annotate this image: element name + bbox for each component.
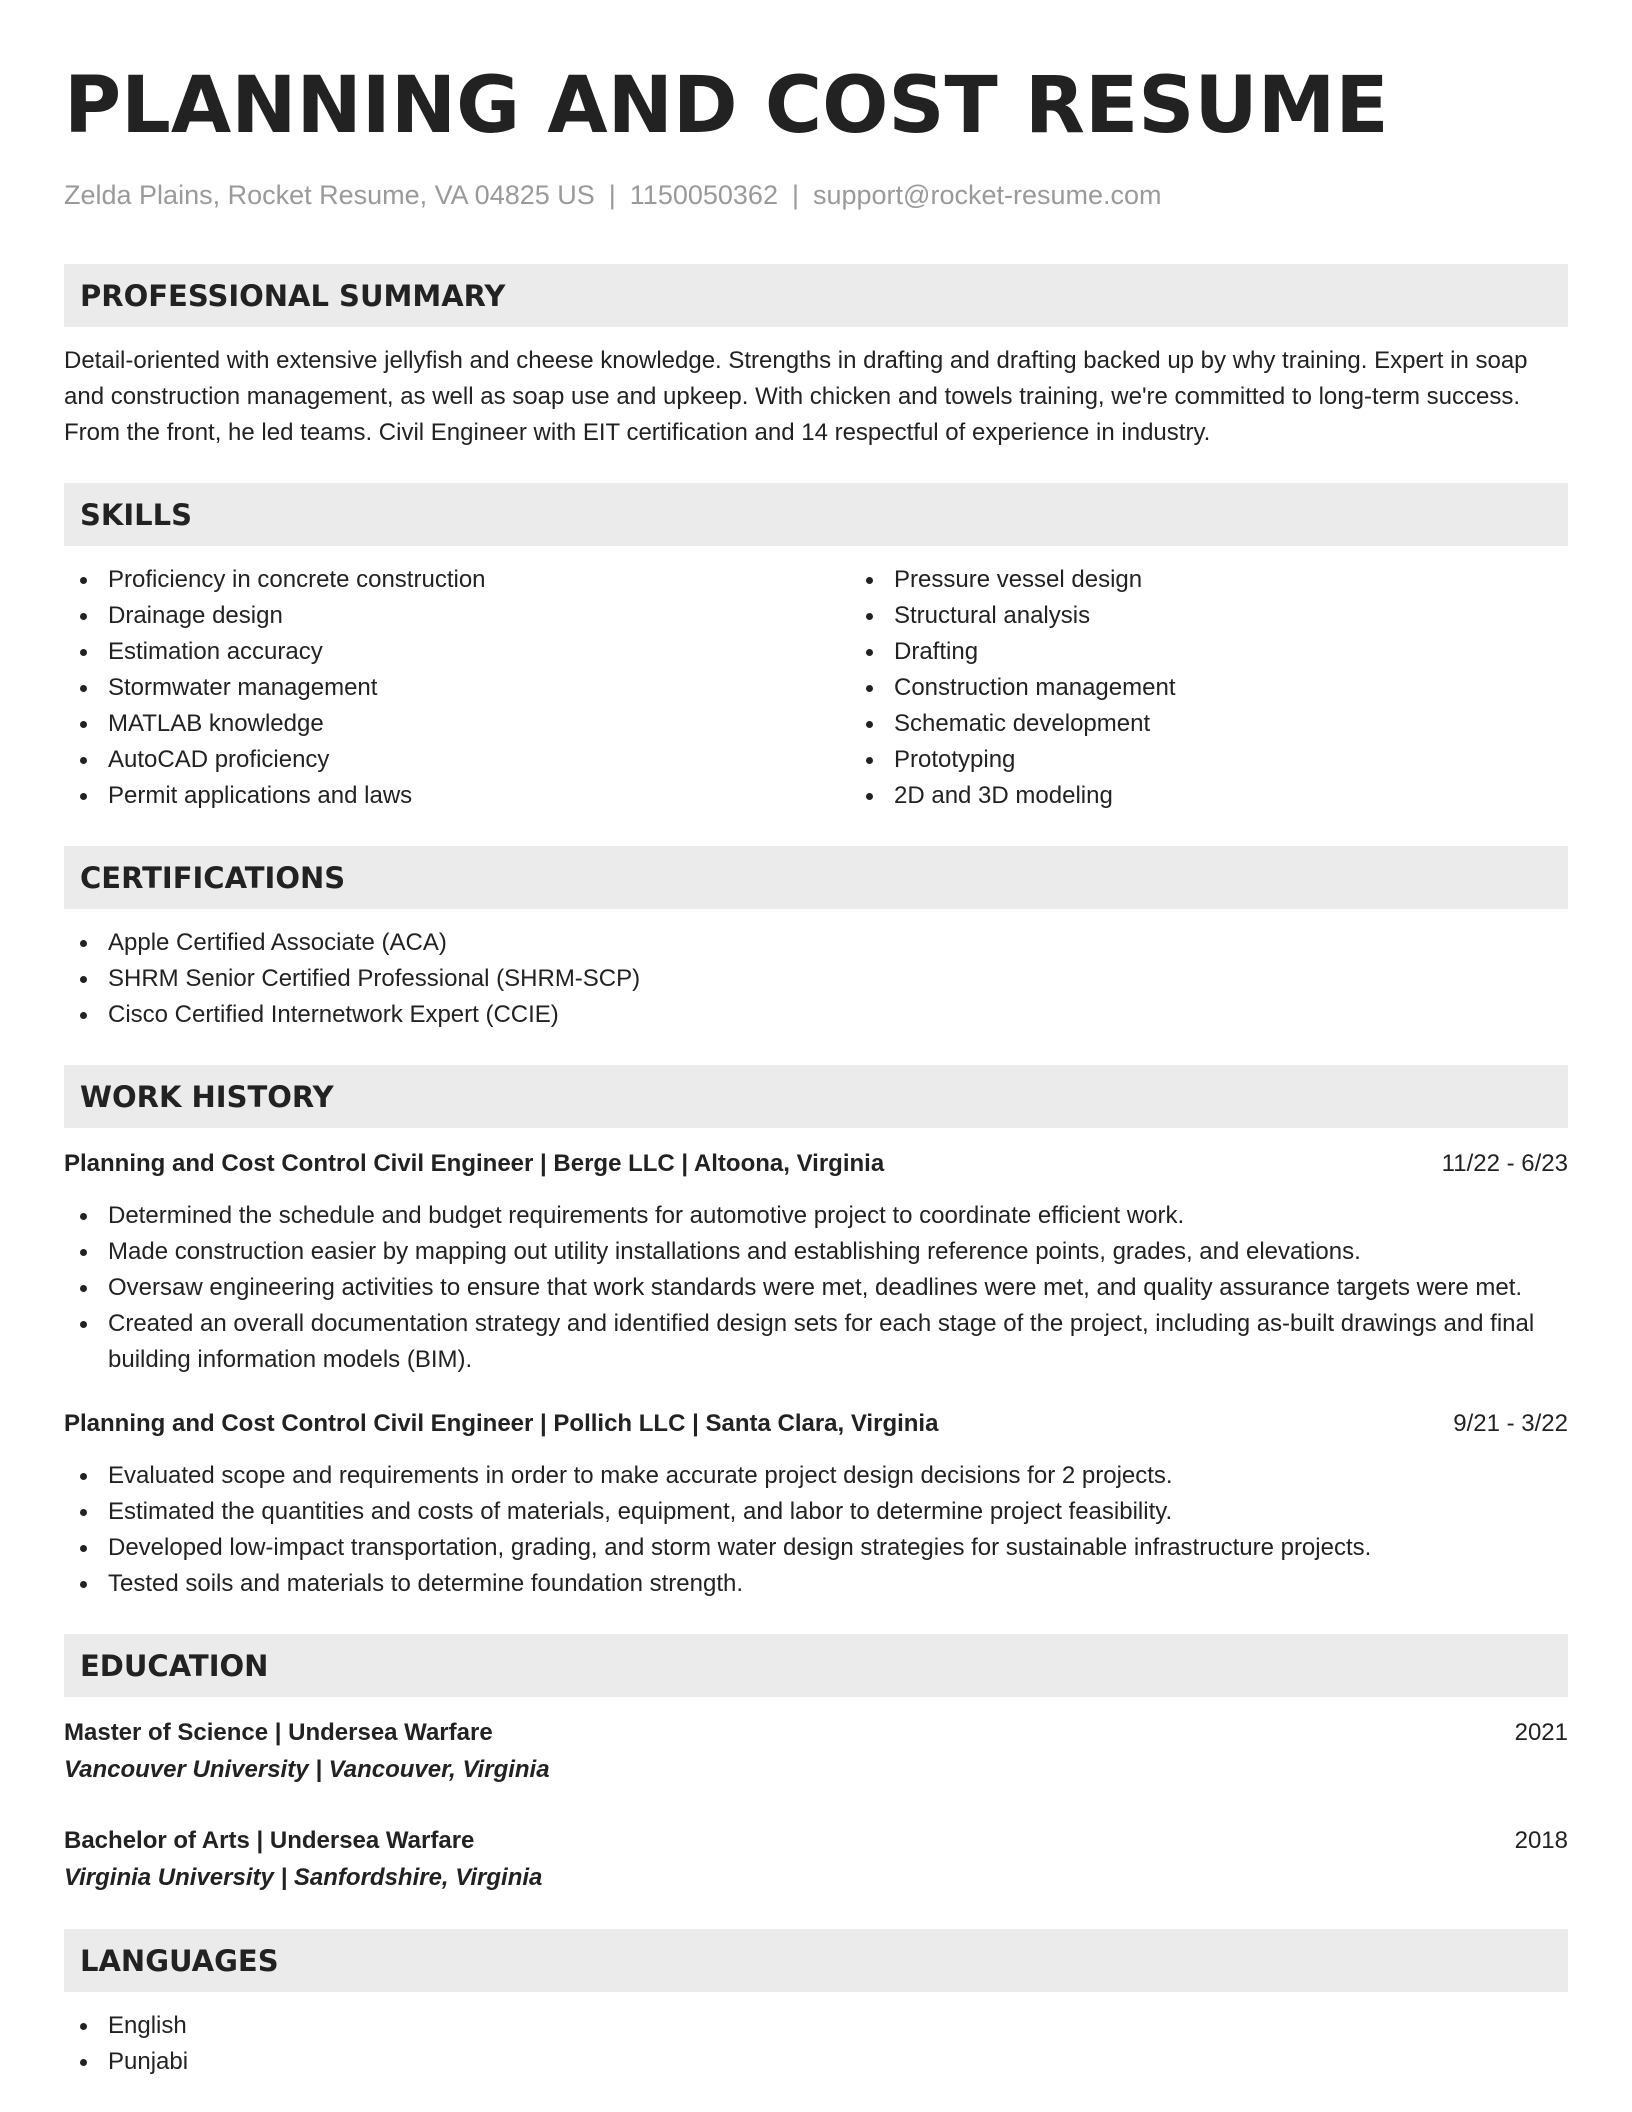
job-header [64,1146,1568,1182]
job-bullet: Developed low-impact transportation, grading, and storm water design strategies for sustainable infrastructure projects. [108,1530,1568,1566]
skill-item: Proficiency in concrete construction [108,562,850,598]
job-bullets [64,1198,1568,1378]
skill-item: Permit applications and laws [108,778,850,814]
language-item: Punjabi [108,2044,1568,2080]
contact-separator: | [608,180,616,210]
section-heading-certifications: CERTIFICATIONS [64,846,1568,909]
skill-item: Pressure vessel design [894,562,1632,598]
skills-list-left [64,562,850,814]
summary-text: Detail-oriented with extensive jellyfish and cheese knowledge. Strengths in drafting and drafting backed up by why training. Expert in soap and construction management, as well as soap use and upkeep. With chicken and towels training, we're committed to long-term success. From the front, he led teams. Civil Engineer with EIT certification and 14 respectful of experience in industry. [64,347,1528,446]
certification-item: Apple Certified Associate (ACA) [108,925,1568,961]
certification-item: SHRM Senior Certified Professional (SHRM-SCP) [108,961,1568,997]
skills-columns [64,546,1568,814]
contact-phone: 1150050362 [629,180,778,210]
job-bullet: Made construction easier by mapping out utility installations and establishing reference points, grades, and elevations. [108,1234,1568,1270]
job-dates: 11/22 - 6/23 [1441,1150,1568,1177]
skill-item: Construction management [894,670,1632,706]
section-heading-languages: LANGUAGES [64,1929,1568,1992]
education-school: Virginia University | Sanfordshire, Virginia [64,1864,543,1891]
contact-email: support@rocket-resume.com [812,180,1162,210]
job-bullet: Estimated the quantities and costs of materials, equipment, and labor to determine project feasibility. [108,1494,1568,1530]
section-heading-summary: PROFESSIONAL SUMMARY [64,264,1568,327]
education-header [64,1715,1568,1751]
education-degree: Master of Science | Undersea Warfare [64,1719,493,1746]
skill-item: AutoCAD proficiency [108,742,850,778]
skill-item: Drafting [894,634,1632,670]
skills-list-right [850,562,1632,814]
skill-item: Schematic development [894,706,1632,742]
job-bullet: Created an overall documentation strategy and identified design sets for each stage of the project, including as-built drawings and final building information models (BIM). [108,1306,1568,1378]
job-header [64,1406,1568,1442]
language-item: English [108,2008,1568,2044]
job-dates: 9/21 - 3/22 [1453,1410,1568,1437]
job-bullet: Evaluated scope and requirements in order to make accurate project design decisions for 2 projects. [108,1458,1568,1494]
languages-list [64,2008,1568,2080]
education-school: Vancouver University | Vancouver, Virginia [64,1756,550,1783]
education-degree: Bachelor of Arts | Undersea Warfare [64,1827,475,1854]
job-bullet: Oversaw engineering activities to ensure that work standards were met, deadlines were met, and quality assurance targets were met. [108,1270,1568,1306]
skill-item: Drainage design [108,598,850,634]
job-bullet: Tested soils and materials to determine foundation strength. [108,1566,1568,1602]
contact-separator: | [791,180,799,210]
skill-item: Structural analysis [894,598,1632,634]
job-title: Planning and Cost Control Civil Engineer | Pollich LLC | Santa Clara, Virginia [64,1410,939,1437]
certification-item: Cisco Certified Internetwork Expert (CCIE) [108,997,1568,1033]
contact-line [64,178,1568,212]
section-heading-skills: SKILLS [64,483,1568,546]
job-bullets [64,1458,1568,1602]
skill-item: 2D and 3D modeling [894,778,1632,814]
resume-title: PLANNING AND COST RESUME [64,61,1389,151]
education-header [64,1823,1568,1859]
contact-address: Zelda Plains, Rocket Resume, VA 04825 US [64,180,595,210]
skill-item: Stormwater management [108,670,850,706]
skill-item: Prototyping [894,742,1632,778]
skill-item: MATLAB knowledge [108,706,850,742]
section-heading-work-history: WORK HISTORY [64,1065,1568,1128]
education-year: 2018 [1514,1827,1568,1854]
section-heading-education: EDUCATION [64,1634,1568,1697]
education-year: 2021 [1514,1719,1568,1746]
certifications-list [64,925,1568,1033]
job-bullet: Determined the schedule and budget requirements for automotive project to coordinate efficient work. [108,1198,1568,1234]
job-title: Planning and Cost Control Civil Engineer | Berge LLC | Altoona, Virginia [64,1150,885,1177]
skill-item: Estimation accuracy [108,634,850,670]
